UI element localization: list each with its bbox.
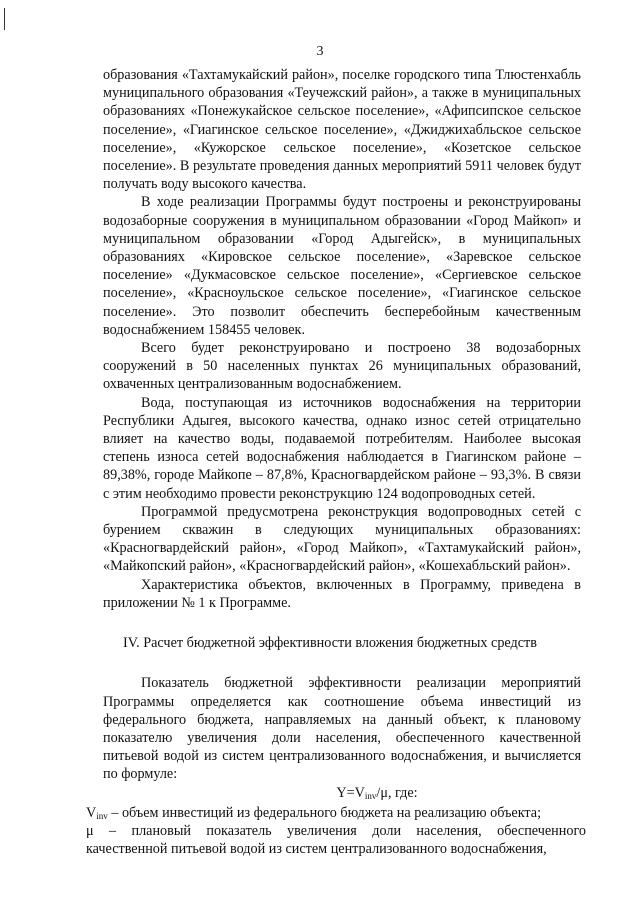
body-text [103, 66, 581, 802]
formula-lhs: Y=V [336, 784, 365, 801]
definition-text: – плановый показатель увеличения доли населения, обеспеченного качественной питьевой водой из систем централизованного водоснабжения, [86, 823, 586, 858]
paragraph-2: В ходе реализации Программы будут построены и реконструированы водозаборные сооружения в муниципальном образовании «Город Майкоп» и муниципальном образовании «Город Адыгейск», в муниципальных образованиях «Кировское сельское поселение», «Заревское сельское поселение» «Дукмасовское сельское поселение», «Сергиевское сельское поселение», «Красноульское сельское поселение», «Гиагинское сельское поселение». Это позволит обеспечить бесперебойным качественным водоснабжением 158455 человек. [103, 194, 581, 338]
paragraph-6: Характеристика объектов, включенных в Программу, приведена в приложении № 1 к Программе. [103, 576, 581, 611]
page-number: 3 [316, 44, 324, 59]
paragraph-5: Программой предусмотрена реконструкция водопроводных сетей с бурением скважин в следующих муниципальных образованиях: «Красногвардейский район», «Город Майкоп», «Тахтамукайский район», «Майкопский район», «Красногвардейский район», «Кошехабльский район». [103, 503, 581, 575]
definition-sub: inv [96, 811, 108, 821]
definition-mu [86, 822, 586, 858]
definition-v-inv [86, 804, 586, 822]
paragraph-3: Всего будет реконструировано и построено 38 водозаборных сооружений в 50 населенных пунктах 26 муниципальных образований, охваченных централизованным водоснабжением. [103, 340, 581, 393]
margin-mark [4, 8, 5, 30]
section-heading: IV. Расчет бюджетной эффективности вложения бюджетных средств [123, 635, 537, 652]
paragraph-4: Вода, поступающая из источников водоснабжения на территории Республики Адыгея, высокого качества, однако износ сетей отрицательно влияет на качество воды, подаваемой потребителям. Наиболее высокая степень износа сетей водоснабжения наблюдается в Гиагинском районе – 89,38%, городе Майкопе – 87,8%, Красногвардейском районе – 93,3%. В связи с этим необходимо провести реконструкцию 124 водопроводных сетей. [103, 394, 581, 502]
definitions [86, 804, 586, 859]
section-paragraph: Показатель бюджетной эффективности реализации мероприятий Программы определяется как соотношение объема инвестиций из федерального бюджета, направляемых на данный объект, к плановому показателю увеличения доли населения, обеспеченного качественной питьевой водой из систем централизованного водоснабжения, и вычисляется по формуле: [103, 675, 581, 783]
definition-text: – объем инвестиций из федерального бюджета на реализацию объекта; [107, 805, 542, 821]
definition-symbol: μ [86, 823, 94, 840]
paragraph-1: образования «Тахтамукайский район», поселке городского типа Тлюстенхабль муниципального образования «Теучежский район», а также в муниципальных образованиях «Понежукайское сельское поселение», «Афипсипское сельское поселение», «Гиагинское сельское поселение», «Джиджихабльское сельское поселение», «Кужорское сельское поселение», «Козетское сельское поселение». В результате проведения данных мероприятий 5911 человек будут получать воду высокого качества. [103, 67, 581, 193]
formula-sub: inv [364, 790, 377, 801]
formula-rhs: /μ, где: [376, 784, 418, 801]
definition-symbol: V [86, 805, 97, 821]
formula [103, 784, 581, 802]
